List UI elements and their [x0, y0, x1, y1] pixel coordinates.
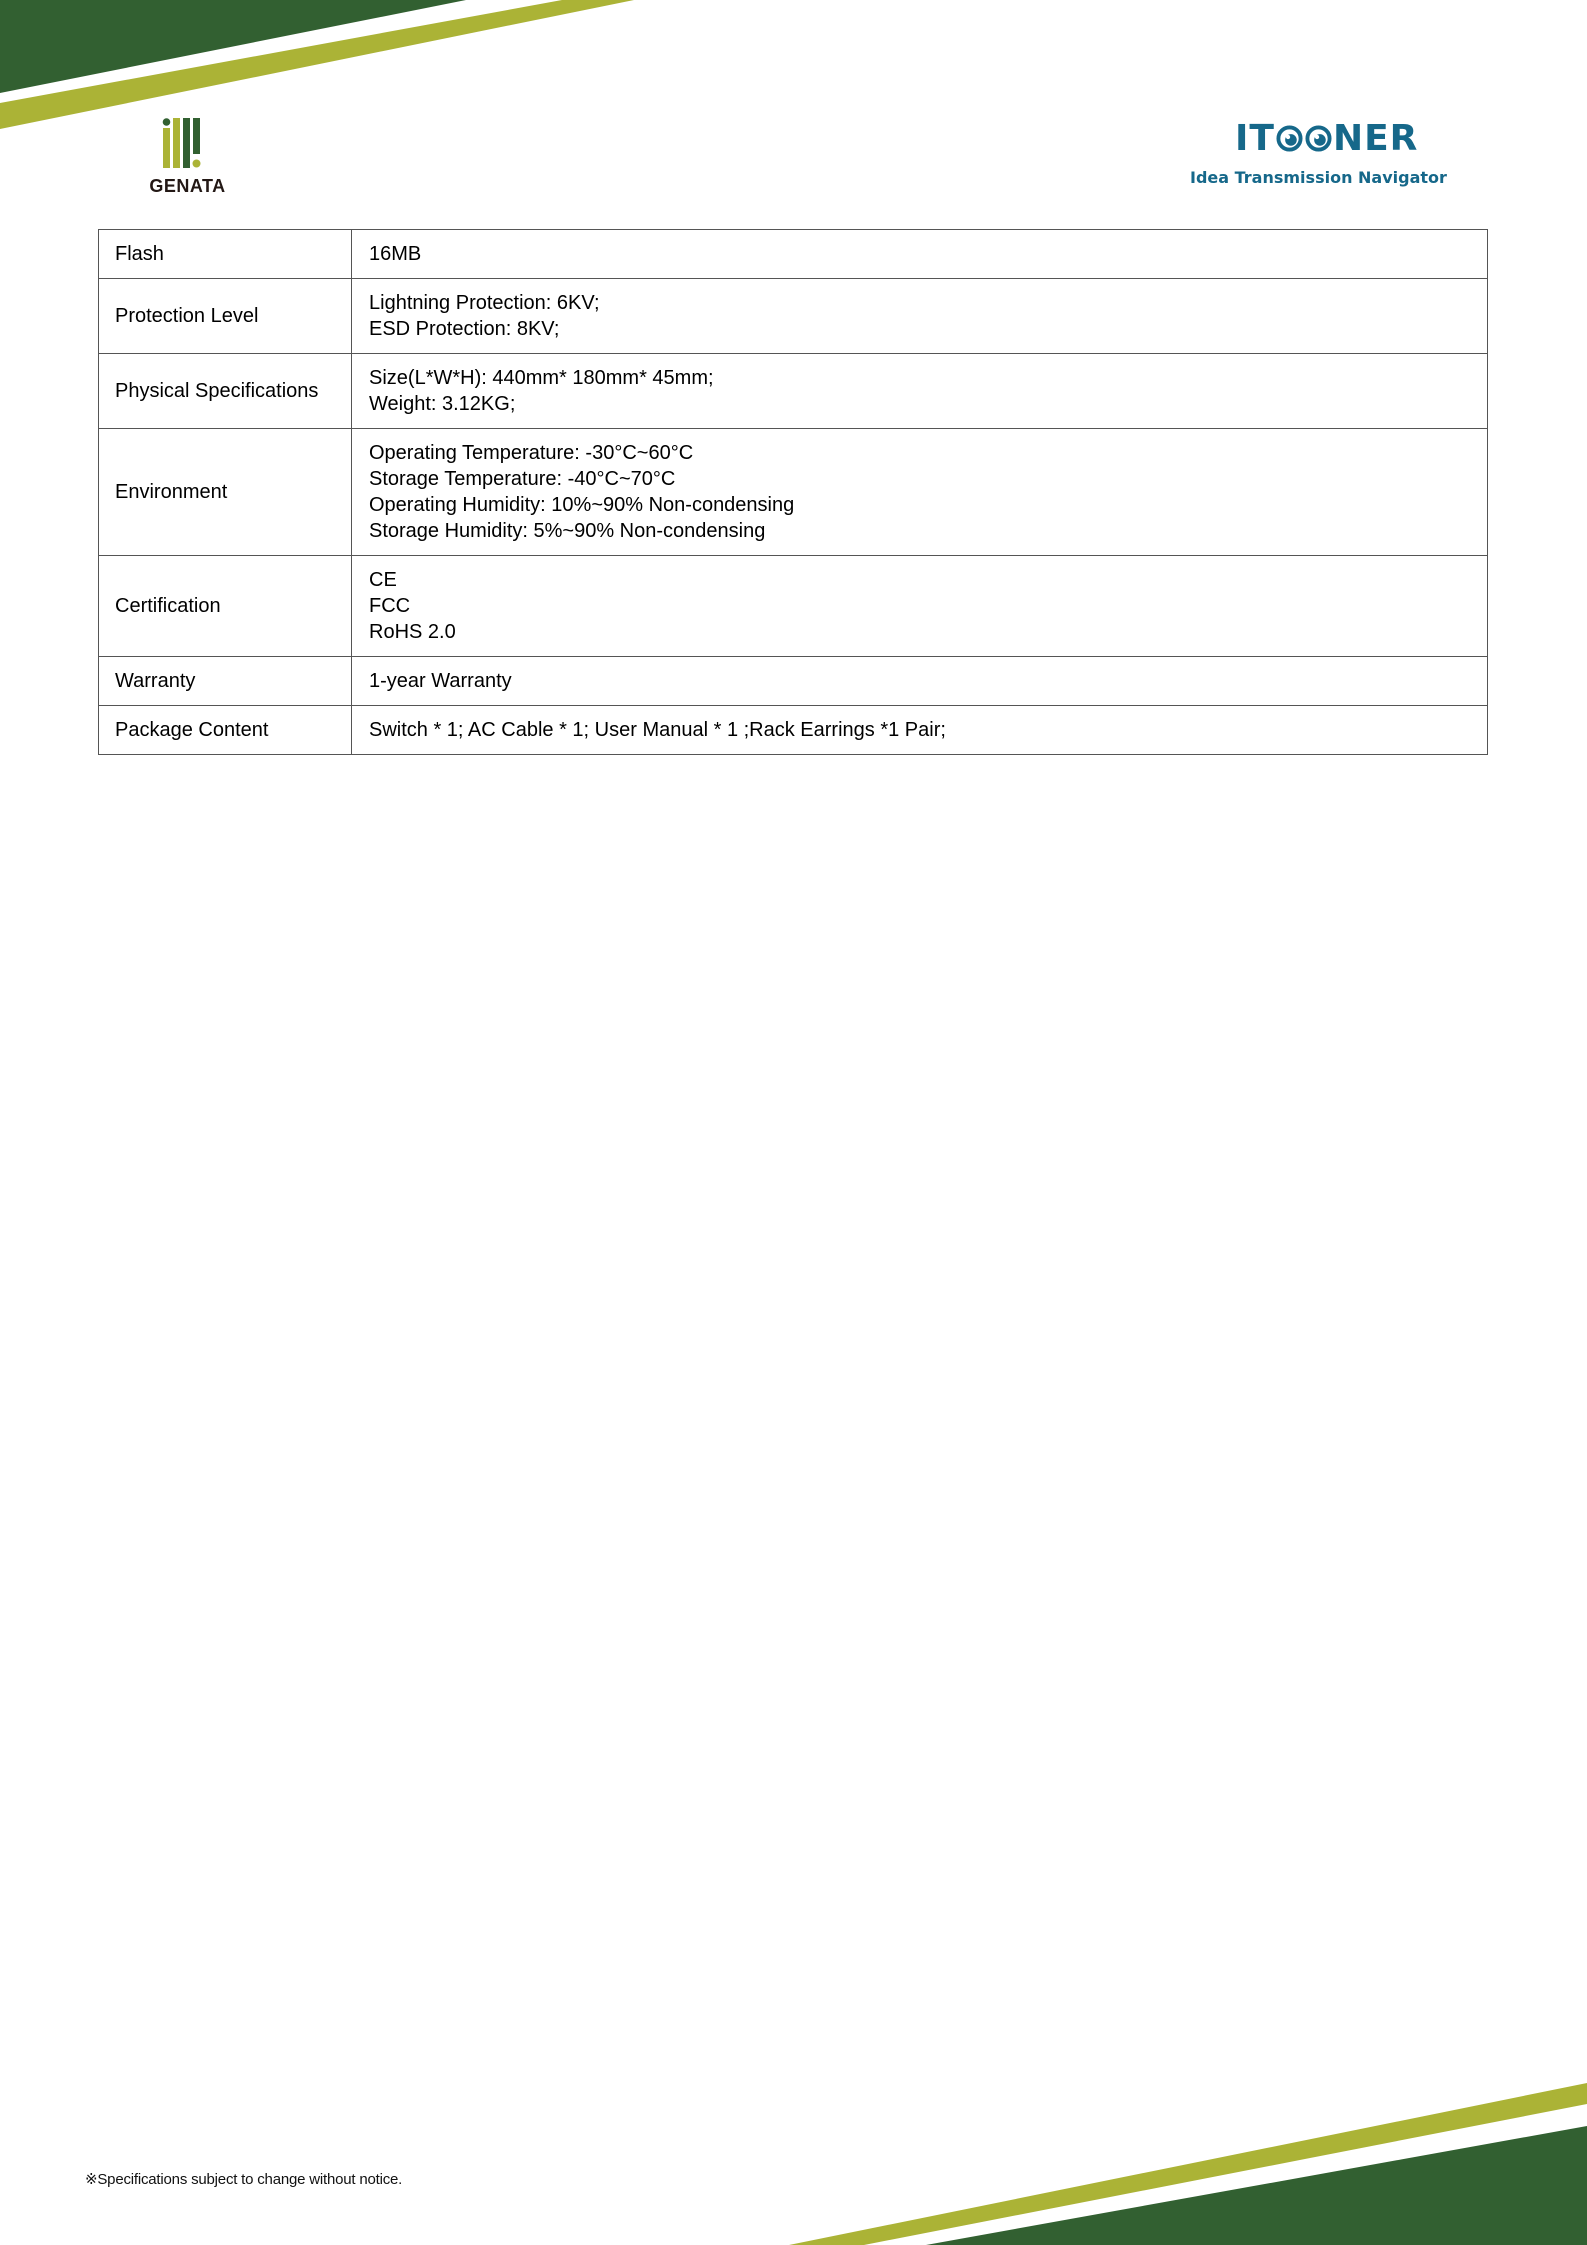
- value-line: Lightning Protection: 6KV;: [369, 292, 600, 314]
- value-line: CE: [369, 569, 397, 591]
- row-value: [352, 706, 1488, 755]
- row-value: [352, 657, 1488, 706]
- genata-logo: [140, 118, 235, 198]
- table-row: [99, 429, 1488, 556]
- genata-wordmark: GENATA: [149, 176, 226, 196]
- row-value: [352, 354, 1488, 429]
- value-line: 1-year Warranty: [369, 670, 512, 692]
- row-label: Warranty: [99, 657, 352, 706]
- value-line: Operating Humidity: 10%~90% Non-condensing: [369, 494, 795, 516]
- row-label: Flash: [99, 230, 352, 279]
- value-line: FCC: [369, 595, 411, 617]
- top-dark-green-band: [0, 0, 466, 93]
- row-label: Certification: [99, 556, 352, 657]
- value-line: Operating Temperature: -30°C~60°C: [369, 442, 694, 464]
- row-label: Protection Level: [99, 279, 352, 354]
- bottom-olive-stripe: [789, 2083, 1587, 2245]
- value-line: RoHS 2.0: [369, 621, 456, 643]
- value-line: ESD Protection: 8KV;: [369, 318, 560, 340]
- value-line: Weight: 3.12KG;: [369, 393, 516, 415]
- itooner-tagline: Idea Transmission Navigator: [1190, 168, 1447, 187]
- row-value: [352, 279, 1488, 354]
- table-row: [99, 230, 1488, 279]
- itooner-prefix: IT: [1235, 117, 1275, 159]
- eye-icon: [1305, 125, 1332, 152]
- table-row: [99, 556, 1488, 657]
- row-label: Physical Specifications: [99, 354, 352, 429]
- table-row: [99, 706, 1488, 755]
- value-line: Storage Humidity: 5%~90% Non-condensing: [369, 520, 766, 542]
- row-label: Package Content: [99, 706, 352, 755]
- value-line: Storage Temperature: -40°C~70°C: [369, 468, 676, 490]
- top-olive-stripe: [0, 0, 634, 129]
- row-value: [352, 556, 1488, 657]
- row-label: Environment: [99, 429, 352, 556]
- itooner-logo: [1185, 118, 1450, 193]
- footnote: ※Specifications subject to change without notice.: [85, 2171, 403, 2188]
- eye-icon: [1276, 125, 1303, 152]
- row-value: [352, 230, 1488, 279]
- value-line: 16MB: [369, 243, 422, 265]
- bottom-dark-green-band: [926, 2126, 1587, 2245]
- table-row: [99, 657, 1488, 706]
- table-row: [99, 354, 1488, 429]
- genata-bars-icon: [162, 118, 222, 170]
- value-line: Switch * 1; AC Cable * 1; User Manual * 1 ;Rack Earrings *1 Pair;: [369, 719, 946, 741]
- value-line: Size(L*W*H): 440mm* 180mm* 45mm;: [369, 367, 714, 389]
- table-row: [99, 279, 1488, 354]
- itooner-wordmark: [1235, 118, 1418, 158]
- itooner-suffix: NER: [1332, 117, 1419, 159]
- row-value: [352, 429, 1488, 556]
- spec-table: [98, 229, 1488, 755]
